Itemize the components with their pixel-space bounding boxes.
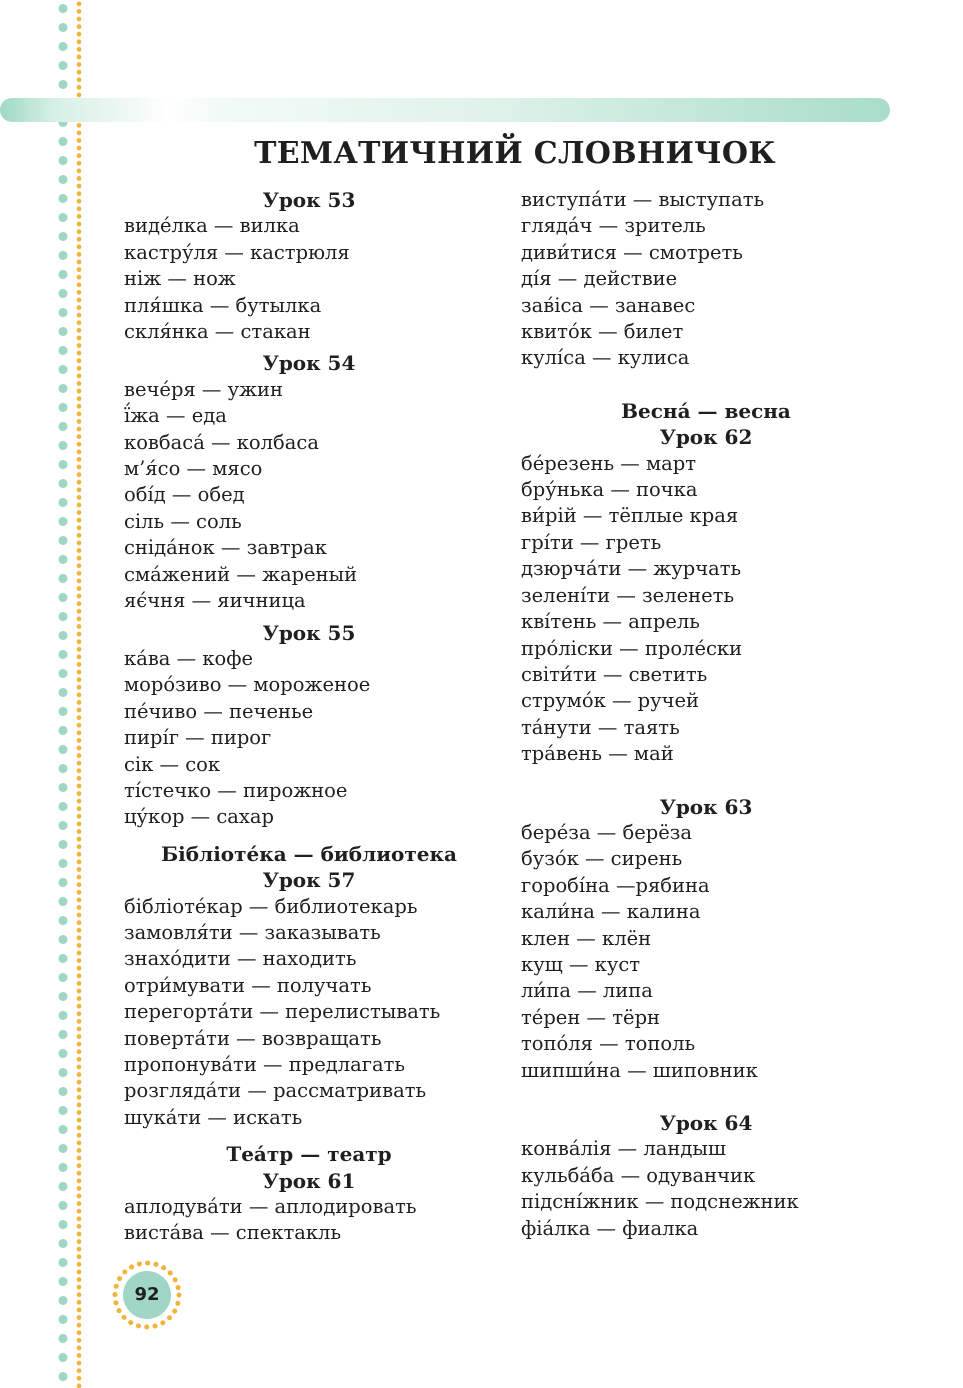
word-entry: моро́зиво — мороженое <box>124 673 371 697</box>
lesson-heading: Урок 63 <box>659 794 753 819</box>
word-entry: отри́мувати — получать <box>124 973 372 997</box>
word-entry: про́ліски — проле́ски <box>521 636 743 660</box>
page-number-badge <box>111 1259 183 1331</box>
word-entry: м’я́со — мясо <box>124 457 263 481</box>
word-list <box>521 820 921 1084</box>
word-entry: струмо́к — ручей <box>521 689 700 713</box>
word-entry: виступа́ти — выступать <box>521 188 765 211</box>
lesson-heading: Урок 61 <box>262 1168 356 1193</box>
topic-heading: Весна́ — весна <box>621 398 791 423</box>
word-entry: дзюрча́ти — журчать <box>521 557 742 581</box>
word-entry: конва́лія — ландыш <box>521 1137 727 1161</box>
page-title: ТЕМАТИЧНИЙ СЛОВНИЧОК <box>254 136 776 171</box>
word-entry: зав́іса — занавес <box>521 293 696 317</box>
word-entry: замовля́ти — заказывать <box>124 920 381 944</box>
word-entry: сіль — соль <box>124 509 242 533</box>
word-entry: ї́жа — еда <box>124 404 227 428</box>
word-list <box>521 1136 921 1242</box>
teal-dot-border <box>56 0 70 1388</box>
header-bar <box>0 98 890 122</box>
word-entry: виста́ва — спектакль <box>124 1221 342 1245</box>
word-entry: фіа́лка — фиалка <box>521 1216 699 1240</box>
lesson-heading: Урок 54 <box>262 351 356 376</box>
word-entry: пропонува́ти — предлагать <box>124 1053 405 1076</box>
word-entry: підсні́жник — подснежник <box>521 1190 799 1214</box>
word-entry: скля́нка — стакан <box>124 320 311 344</box>
word-entry: та́нути — таять <box>521 715 680 739</box>
word-entry: пирі́г — пирог <box>124 726 272 750</box>
word-entry: бібліоте́кар — библиотекарь <box>124 894 418 918</box>
word-entry: ті́стечко — пирожное <box>124 778 348 802</box>
word-entry: світи́ти — светить <box>521 662 708 686</box>
word-entry: обі́д — обед <box>124 483 245 507</box>
word-entry: диви́тися — смотреть <box>521 240 743 264</box>
topic-heading: Теа́тр — театр <box>226 1142 392 1167</box>
lesson-heading: Урок 53 <box>262 188 356 212</box>
word-entry: тра́вень — май <box>521 742 674 766</box>
word-entry: вече́ря — ужин <box>124 377 284 401</box>
page-number: 92 <box>134 1284 160 1305</box>
topic-heading: Бібліоте́ка — библиотека <box>161 841 457 866</box>
word-entry: кали́на — калина <box>521 900 701 924</box>
word-list <box>521 187 921 372</box>
word-list <box>124 646 494 831</box>
lesson-heading: Урок 57 <box>262 868 356 893</box>
word-entry: виде́лка — вилка <box>124 214 300 238</box>
word-entry: цу́кор — сахар <box>124 805 274 829</box>
word-entry: пе́чиво — печенье <box>124 699 314 723</box>
word-entry: ді́я — действие <box>521 267 678 291</box>
word-entry: шука́ти — искать <box>124 1105 303 1129</box>
word-list <box>124 894 494 1132</box>
word-entry: поверта́ти — возвращать <box>124 1026 382 1050</box>
word-entry: гляда́ч — зритель <box>521 214 706 238</box>
word-entry: клен — клён <box>521 926 652 950</box>
word-entry: перегорта́ти — перелистывать <box>124 1000 441 1024</box>
word-entry: сніда́нок — завтрак <box>124 536 327 560</box>
word-entry: шипши́на — шиповник <box>521 1058 758 1082</box>
word-entry: кущ — куст <box>521 952 641 976</box>
word-entry: горобі́на —рябина <box>521 873 710 897</box>
orange-dot-border <box>75 0 83 1388</box>
right-column <box>521 187 921 1242</box>
lesson-heading: Урок 55 <box>262 620 356 645</box>
word-entry: бе́резень — март <box>521 451 697 475</box>
word-entry: кві́тень — апрель <box>521 610 700 634</box>
word-entry: ка́ва — кофе <box>124 646 254 670</box>
word-entry: ковбаса́ — колбаса <box>124 430 319 454</box>
lesson-heading: Урок 62 <box>659 425 753 450</box>
word-list <box>124 377 494 615</box>
word-entry: бузо́к — сирень <box>521 847 683 871</box>
word-entry: кастру́ля — кастрюля <box>124 240 350 264</box>
word-entry: топо́ля — тополь <box>521 1032 696 1056</box>
word-entry: ви́рій — тёплые края <box>521 504 739 528</box>
word-entry: сма́жений — жареный <box>124 562 358 586</box>
word-entry: бру́нька — почка <box>521 478 698 502</box>
word-entry: ли́па — липа <box>521 979 653 1003</box>
word-entry: знахо́дити — находить <box>124 947 357 971</box>
word-entry: те́рен — тёрн <box>521 1005 661 1029</box>
word-entry: бере́за — берёза <box>521 820 693 844</box>
word-list <box>124 213 494 345</box>
word-list <box>521 451 921 768</box>
left-column <box>124 187 494 1247</box>
word-entry: зелені́ти — зеленеть <box>521 583 735 607</box>
word-entry: кулі́са — кулиса <box>521 346 690 370</box>
word-entry: сік — сок <box>124 752 221 776</box>
word-list <box>124 1194 494 1247</box>
lesson-heading: Урок 64 <box>659 1111 753 1135</box>
word-entry: грі́ти — греть <box>521 530 662 554</box>
word-entry: розгляда́ти — рассматривать <box>124 1079 427 1103</box>
word-entry: аплодува́ти — аплодировать <box>124 1195 417 1219</box>
word-entry: яє́чня — яичница <box>124 589 306 613</box>
word-entry: квито́к — билет <box>521 320 684 344</box>
word-entry: пля́шка — бутылка <box>124 293 322 317</box>
word-entry: ніж — нож <box>124 267 236 291</box>
word-entry: кульба́ба — одуванчик <box>521 1163 756 1187</box>
